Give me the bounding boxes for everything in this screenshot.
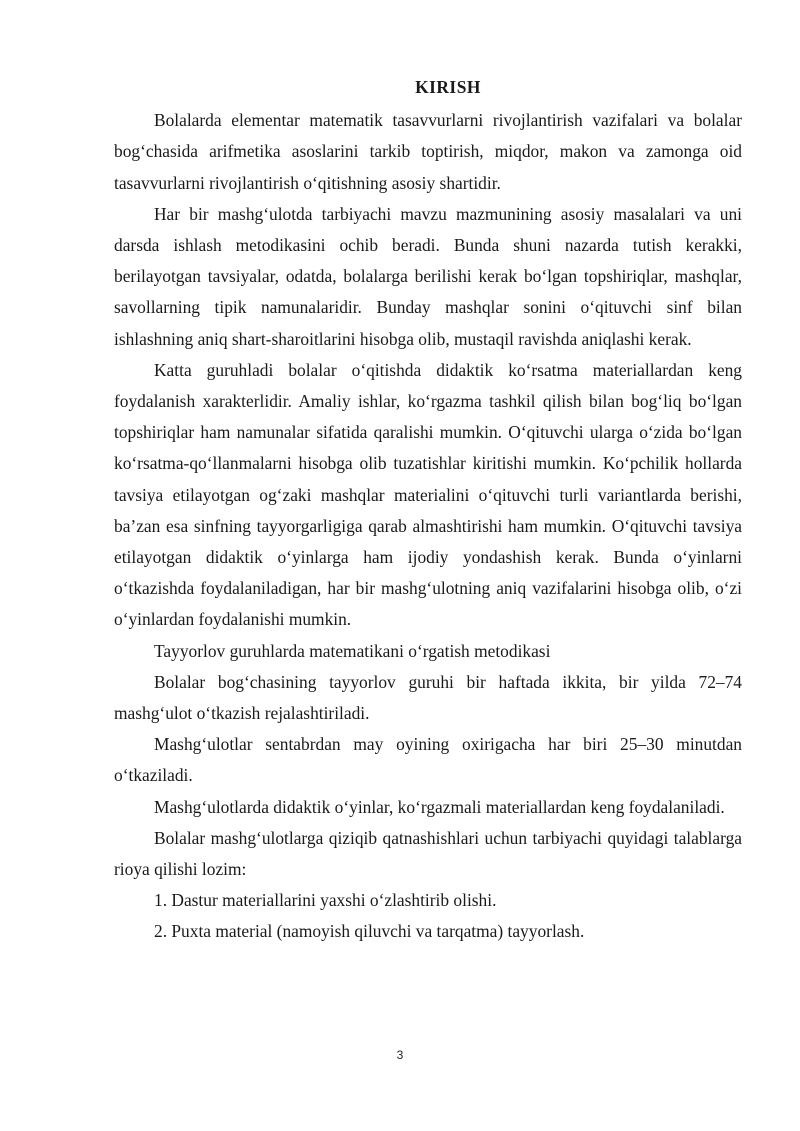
paragraph-preparatory-group: Bolalar bog‘chasining tayyorlov guruhi bir haftada ikkita, bir yilda 72–74 mashg‘ulot o‘tkazish rejalashtiriladi.: [114, 671, 742, 724]
list-item-1: 1. Dastur materiallarini yaxshi o‘zlashtirib olishi.: [154, 890, 497, 911]
paragraph-games-usage: Mashg‘ulotlarda didaktik o‘yinlar, ko‘rgazmali materiallardan keng foydalaniladi.: [154, 796, 725, 817]
page-number: 3: [396, 1048, 404, 1062]
paragraph-senior-group: Katta guruhladi bolalar o‘qitishda didaktik ko‘rsatma materiallardan keng foydalanish xarakterlidir. Amaliy ishlar, ko‘rgazma tashkil qilish bilan bog‘liq bo‘lgan topshiriqlar ham namunalar sifatida qaralishi mumkin. O‘qituvchi ularga o‘zida bo‘lgan ko‘rsatma-qo‘llanmalarni hisobga olib tuzatishlar kiritishi mumkin. Ko‘pchilik hollarda tavsiya etilayotgan og‘zaki mashqlar materialini o‘qituvchi turli variantlarda berishi, ba’zan esa sinfning tayyorgarligiga qarab almashtirishi ham mumkin. O‘qituvchi tavsiya etilayotgan didaktik o‘yinlarga ham ijodiy yondashish kerak. Bunda o‘yinlarni o‘tkazishda foydalaniladigan, har bir mashg‘ulotning aniq vazifalarini hisobga olib, o‘zi o‘yinlardan foydalanishi mumkin.: [114, 359, 742, 630]
paragraph-schedule: Mashg‘ulotlar sentabrdan may oyining oxirigacha har biri 25–30 minutdan o‘tkaziladi.: [114, 734, 742, 786]
paragraph-subheading: Tayyorlov guruhlarda matematikani o‘rgatish metodikasi: [154, 640, 551, 661]
paragraph-requirements: Bolalar mashg‘ulotlarga qiziqib qatnashishlari uchun tarbiyachi quyidagi talablarga rioya qilishi lozim:: [114, 827, 742, 880]
list-item-2: 2. Puxta material (namoyish qiluvchi va tarqatma) tayyorlash.: [154, 921, 585, 942]
document-page: [114, 72, 742, 948]
section-title: KIRISH: [415, 77, 481, 97]
paragraph-lesson-method: Har bir mashg‘ulotda tarbiyachi mavzu mazmunining asosiy masalalari va uni darsda ishlash metodikasini ochib beradi. Bunda shuni nazarda tutish kerakki, berilayotgan tavsiyalar, odatda, bolalarga berilishi kerak bo‘lgan topshiriqlar, mashqlar, savollarning tipik namunalaridir. Bunday mashqlar sonini o‘qituvchi sinf bilan ishlashning aniq shart-sharoitlarini hisobga olib, mustaqil ravishda aniqlashi kerak.: [114, 203, 742, 349]
paragraph-intro: Bolalarda elementar matematik tasavvurlarni rivojlantirish vazifalari va bolalar bog‘chasida arifmetika asoslarini tarkib toptirish, miqdor, makon va zamonga oid tasavvurlarni rivojlantirish o‘qitishning asosiy shartidir.: [114, 110, 742, 193]
